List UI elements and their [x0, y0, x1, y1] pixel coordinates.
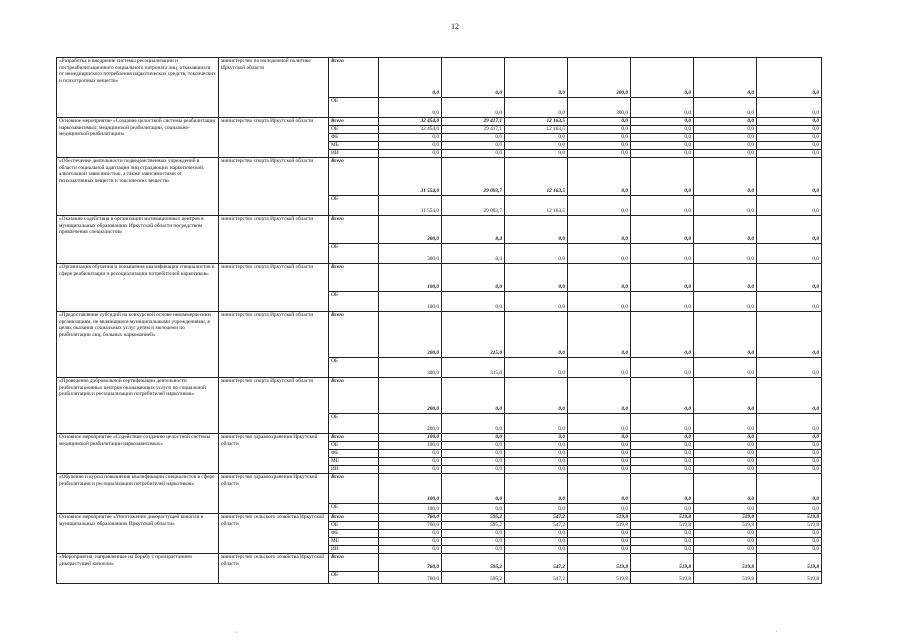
amount-cell: 0,0 — [442, 474, 505, 504]
amount-cell: 100,0 — [379, 434, 442, 442]
amount-cell: 595,2 — [442, 514, 505, 522]
amount-cell: 0,0 — [505, 530, 568, 538]
amount-cell: 0,0 — [505, 134, 568, 142]
amount-cell: 0,0 — [379, 142, 442, 150]
amount-cell: 12 163,5 — [505, 126, 568, 134]
executor-cell: министерство по молодежной политике Иркутской области — [219, 58, 329, 118]
amount-cell: 0,0 — [379, 98, 442, 118]
amount-cell: 0,0 — [694, 530, 757, 538]
amount-cell: 0,0 — [505, 434, 568, 442]
amount-cell: 0,0 — [694, 442, 757, 450]
funding-source-cell: Всего — [329, 434, 379, 442]
funding-source-cell: ОБ — [329, 126, 379, 134]
amount-cell: 0,0 — [631, 134, 694, 142]
table-body — [57, 58, 822, 584]
table-row — [57, 264, 822, 292]
amount-cell: 0,0 — [694, 196, 757, 216]
funding-source-cell: МБ — [329, 458, 379, 466]
amount-cell: 0,0 — [694, 58, 757, 98]
amount-cell: 519,8 — [694, 554, 757, 572]
amount-cell: 0,0 — [757, 292, 822, 312]
amount-cell: 0,0 — [442, 434, 505, 442]
amount-cell: 0,0 — [568, 216, 631, 244]
amount-cell: 0,0 — [442, 504, 505, 514]
scan-mark-left: , — [236, 628, 238, 634]
amount-cell: 300,0 — [379, 312, 442, 358]
amount-cell: 29 093,7 — [442, 158, 505, 196]
budget-table — [56, 57, 822, 584]
amount-cell: 0,0 — [631, 196, 694, 216]
measure-name-cell: «Оказание содействия в организации мотивационных центров в муниципальных образованиях Иркутской области посредством привлечения специалистов» — [57, 216, 219, 264]
measure-name-cell: «Разработка и внедрение системы ресоциализации и постреабилитационного социального патроната лиц, отказавшихся от немедицинского потребления наркотических средств, токсических и психотропных веществ» — [57, 58, 219, 118]
amount-cell: 0,0 — [631, 538, 694, 546]
amount-cell: 519,8 — [757, 514, 822, 522]
amount-cell: 0,0 — [505, 414, 568, 434]
measure-name-cell: «Мероприятия, направленные на борьбу с произрастанием дикорастущей конопли» — [57, 554, 219, 584]
amount-cell: 0,0 — [568, 358, 631, 378]
table-row — [57, 474, 822, 504]
measure-name-cell: Основное мероприятие «Содействие созданию целостной системы медицинской реабилитации наркозависимых» — [57, 434, 219, 474]
funding-source-cell: МБ — [329, 142, 379, 150]
amount-cell: 0,0 — [631, 158, 694, 196]
amount-cell: 0,0 — [568, 292, 631, 312]
amount-cell: 300,0 — [379, 216, 442, 244]
amount-cell: 300,0 — [568, 98, 631, 118]
amount-cell: 0,0 — [505, 450, 568, 458]
executor-cell: министерство спорта Иркутской области — [219, 216, 329, 264]
amount-cell: 0,0 — [442, 142, 505, 150]
amount-cell: 0,0 — [694, 450, 757, 458]
funding-source-cell: ИИ — [329, 466, 379, 474]
amount-cell: 0,0 — [379, 530, 442, 538]
amount-cell: 0,0 — [694, 126, 757, 134]
amount-cell: 519,8 — [631, 572, 694, 584]
funding-source-cell: ФБ — [329, 450, 379, 458]
amount-cell: 0,0 — [505, 292, 568, 312]
amount-cell: 0,0 — [568, 442, 631, 450]
amount-cell: 0,0 — [442, 150, 505, 158]
funding-source-cell: Всего — [329, 158, 379, 196]
amount-cell: 0,0 — [631, 414, 694, 434]
funding-source-cell: Всего — [329, 514, 379, 522]
amount-cell: 0,0 — [442, 458, 505, 466]
amount-cell: 0,0 — [505, 546, 568, 554]
amount-cell: 0,0 — [757, 466, 822, 474]
amount-cell: 0,0 — [442, 450, 505, 458]
amount-cell: 8,4 — [442, 244, 505, 264]
amount-cell: 0,0 — [694, 118, 757, 126]
amount-cell: 519,8 — [631, 554, 694, 572]
amount-cell: 0,0 — [631, 264, 694, 292]
amount-cell: 519,8 — [568, 554, 631, 572]
amount-cell: 0,0 — [694, 474, 757, 504]
amount-cell: 0,0 — [631, 466, 694, 474]
table-row — [57, 58, 822, 98]
amount-cell: 0,0 — [505, 58, 568, 98]
amount-cell: 0,0 — [631, 244, 694, 264]
funding-source-cell: Всего — [329, 118, 379, 126]
amount-cell: 0,0 — [505, 504, 568, 514]
amount-cell: 0,0 — [568, 378, 631, 414]
amount-cell: 0,0 — [694, 150, 757, 158]
executor-cell: министерство спорта Иркутской области — [219, 158, 329, 216]
amount-cell: 0,0 — [694, 292, 757, 312]
amount-cell: 0,0 — [694, 312, 757, 358]
amount-cell: 0,0 — [631, 358, 694, 378]
measure-name-cell: Основное мероприятие «Уничтожение дикорастущей конопли в муниципальных образованиях Иркутской области» — [57, 514, 219, 554]
funding-source-cell: ОБ — [329, 442, 379, 450]
amount-cell: 595,2 — [442, 554, 505, 572]
amount-cell: 0,0 — [568, 244, 631, 264]
funding-source-cell: ОБ — [329, 572, 379, 584]
amount-cell: 0,0 — [442, 378, 505, 414]
amount-cell: 760,0 — [379, 522, 442, 530]
amount-cell: 519,8 — [757, 572, 822, 584]
table-row — [57, 378, 822, 414]
amount-cell: 0,0 — [694, 358, 757, 378]
amount-cell: 0,0 — [631, 312, 694, 358]
amount-cell: 0,0 — [631, 150, 694, 158]
amount-cell: 0,0 — [568, 538, 631, 546]
funding-source-cell: Всего — [329, 312, 379, 358]
amount-cell: 315,0 — [442, 358, 505, 378]
measure-name-cell: Основное мероприятие «Создание целостной системы реабилитации наркозависимых: медицинской реабилитации, социально-медицинской реабилитации» — [57, 118, 219, 158]
amount-cell: 0,0 — [568, 530, 631, 538]
amount-cell: 0,0 — [442, 264, 505, 292]
amount-cell: 0,0 — [631, 458, 694, 466]
amount-cell: 0,0 — [757, 98, 822, 118]
amount-cell: 0,0 — [694, 414, 757, 434]
amount-cell: 0,0 — [505, 98, 568, 118]
amount-cell: 0,0 — [757, 358, 822, 378]
amount-cell: 200,0 — [379, 414, 442, 434]
amount-cell: 0,0 — [694, 142, 757, 150]
amount-cell: 0,0 — [568, 312, 631, 358]
amount-cell: 519,8 — [694, 572, 757, 584]
amount-cell: 0,0 — [442, 292, 505, 312]
amount-cell: 0,0 — [442, 538, 505, 546]
amount-cell: 547,2 — [505, 522, 568, 530]
amount-cell: 0,0 — [505, 538, 568, 546]
amount-cell: 0,0 — [757, 414, 822, 434]
amount-cell: 0,0 — [505, 142, 568, 150]
amount-cell: 0,0 — [631, 474, 694, 504]
funding-source-cell: ОБ — [329, 358, 379, 378]
amount-cell: 0,0 — [442, 58, 505, 98]
amount-cell: 0,0 — [379, 458, 442, 466]
amount-cell: 29 417,1 — [442, 118, 505, 126]
funding-source-cell: Всего — [329, 378, 379, 414]
measure-name-cell: «Обучение и курсы повышения квалификации специалистов в сфере реабилитации и ресоциализации потребителей наркотиков» — [57, 474, 219, 514]
amount-cell: 0,0 — [568, 264, 631, 292]
executor-cell: министерство спорта Иркутской области — [219, 264, 329, 312]
amount-cell: 760,0 — [379, 572, 442, 584]
table-row — [57, 312, 822, 358]
funding-source-cell: МБ — [329, 538, 379, 546]
amount-cell: 0,0 — [505, 442, 568, 450]
amount-cell: 0,0 — [757, 142, 822, 150]
amount-cell: 0,0 — [505, 378, 568, 414]
amount-cell: 0,0 — [631, 118, 694, 126]
amount-cell: 100,0 — [379, 504, 442, 514]
amount-cell: 547,2 — [505, 554, 568, 572]
amount-cell: 0,0 — [694, 546, 757, 554]
amount-cell: 0,0 — [379, 546, 442, 554]
amount-cell: 760,0 — [379, 554, 442, 572]
funding-source-cell: ОБ — [329, 292, 379, 312]
amount-cell: 595,2 — [442, 572, 505, 584]
page-number: 12 — [451, 22, 459, 31]
amount-cell: 0,0 — [442, 134, 505, 142]
amount-cell: 29 417,1 — [442, 126, 505, 134]
amount-cell: 100,0 — [379, 474, 442, 504]
amount-cell: 0,0 — [631, 434, 694, 442]
amount-cell: 0,0 — [631, 216, 694, 244]
measure-name-cell: «Организация обучения и повышения квалификации специалистов в сфере реабилитации и ресоциализации потребителей наркотиков» — [57, 264, 219, 312]
amount-cell: 0,0 — [631, 126, 694, 134]
amount-cell: 0,0 — [379, 134, 442, 142]
amount-cell: 0,0 — [568, 142, 631, 150]
amount-cell: 0,0 — [694, 98, 757, 118]
amount-cell: 0,0 — [568, 458, 631, 466]
executor-cell: министерство сельского хозяйства Иркутской области — [219, 554, 329, 584]
amount-cell: 300,0 — [568, 58, 631, 98]
amount-cell: 0,0 — [568, 196, 631, 216]
amount-cell: 0,0 — [757, 264, 822, 292]
amount-cell: 0,0 — [505, 244, 568, 264]
amount-cell: 0,0 — [694, 538, 757, 546]
amount-cell: 0,0 — [442, 98, 505, 118]
measure-name-cell: «Обеспечение деятельности подведомственных учреждений в области социальной адаптации лиц страдающих наркотической, алкогольной зависимостью, а также зависимостями от психоактивных веществ и токсических веществ» — [57, 158, 219, 216]
amount-cell: 100,0 — [379, 442, 442, 450]
amount-cell: 100,0 — [379, 264, 442, 292]
funding-source-cell: Всего — [329, 554, 379, 572]
amount-cell: 0,0 — [568, 134, 631, 142]
amount-cell: 0,0 — [757, 504, 822, 514]
amount-cell: 0,0 — [757, 216, 822, 244]
amount-cell: 0,0 — [505, 216, 568, 244]
amount-cell: 0,0 — [442, 442, 505, 450]
funding-source-cell: ФБ — [329, 530, 379, 538]
amount-cell: 0,0 — [568, 504, 631, 514]
amount-cell: 519,8 — [757, 522, 822, 530]
funding-source-cell: ОБ — [329, 196, 379, 216]
amount-cell: 0,0 — [757, 58, 822, 98]
amount-cell: 0,0 — [505, 458, 568, 466]
amount-cell: 0,0 — [631, 292, 694, 312]
amount-cell: 0,0 — [757, 434, 822, 442]
amount-cell: 31 554,0 — [379, 158, 442, 196]
amount-cell: 519,8 — [568, 572, 631, 584]
amount-cell: 315,0 — [442, 312, 505, 358]
table-row — [57, 554, 822, 572]
amount-cell: 0,0 — [568, 158, 631, 196]
amount-cell: 0,0 — [568, 118, 631, 126]
amount-cell: 0,0 — [757, 150, 822, 158]
amount-cell: 12 163,5 — [505, 118, 568, 126]
amount-cell: 31 554,0 — [379, 196, 442, 216]
amount-cell: 12 163,5 — [505, 158, 568, 196]
amount-cell: 0,0 — [505, 264, 568, 292]
amount-cell: 595,2 — [442, 522, 505, 530]
amount-cell: 0,0 — [757, 458, 822, 466]
amount-cell: 0,0 — [631, 504, 694, 514]
amount-cell: 0,0 — [631, 378, 694, 414]
amount-cell: 0,0 — [757, 530, 822, 538]
amount-cell: 300,0 — [379, 244, 442, 264]
amount-cell: 0,0 — [757, 538, 822, 546]
amount-cell: 519,8 — [757, 554, 822, 572]
amount-cell: 519,8 — [631, 522, 694, 530]
amount-cell: 0,0 — [442, 530, 505, 538]
amount-cell: 0,0 — [757, 474, 822, 504]
amount-cell: 0,0 — [568, 474, 631, 504]
amount-cell: 29 093,7 — [442, 196, 505, 216]
amount-cell: 519,8 — [631, 514, 694, 522]
amount-cell: 0,0 — [694, 434, 757, 442]
amount-cell: 0,0 — [568, 450, 631, 458]
funding-source-cell: ИИ — [329, 150, 379, 158]
amount-cell: 0,0 — [505, 474, 568, 504]
amount-cell: 0,0 — [631, 530, 694, 538]
measure-name-cell: «Предоставление субсидий на конкурсной основе некоммерческим организациям, не являющимся муниципальными учреждениями, в целях оказания социальных услуг детям и молодежи по реабилитации лиц, больных наркоманией» — [57, 312, 219, 378]
amount-cell: 0,0 — [757, 442, 822, 450]
amount-cell: 0,0 — [568, 414, 631, 434]
amount-cell: 0,0 — [568, 150, 631, 158]
amount-cell: 200,0 — [379, 378, 442, 414]
amount-cell: 0,0 — [694, 244, 757, 264]
table-row — [57, 118, 822, 126]
executor-cell: министерство спорта Иркутской области — [219, 312, 329, 378]
amount-cell: 0,0 — [505, 312, 568, 358]
amount-cell: 300,0 — [379, 358, 442, 378]
amount-cell: 0,0 — [505, 466, 568, 474]
funding-source-cell: ОБ — [329, 504, 379, 514]
amount-cell: 0,0 — [568, 466, 631, 474]
amount-cell: 0,0 — [757, 126, 822, 134]
table-row — [57, 158, 822, 196]
funding-source-cell: Всего — [329, 216, 379, 244]
table-row — [57, 514, 822, 522]
amount-cell: 0,0 — [379, 466, 442, 474]
amount-cell: 0,0 — [631, 142, 694, 150]
funding-source-cell: Всего — [329, 474, 379, 504]
amount-cell: 0,0 — [757, 134, 822, 142]
amount-cell: 0,0 — [442, 414, 505, 434]
amount-cell: 8,4 — [442, 216, 505, 244]
amount-cell: 0,0 — [757, 378, 822, 414]
amount-cell: 32 454,0 — [379, 118, 442, 126]
amount-cell: 0,0 — [757, 158, 822, 196]
executor-cell: министерство здравоохранения Иркутской области — [219, 434, 329, 474]
amount-cell: 0,0 — [379, 450, 442, 458]
amount-cell: 760,0 — [379, 514, 442, 522]
amount-cell: 547,2 — [505, 572, 568, 584]
amount-cell: 0,0 — [757, 196, 822, 216]
amount-cell: 0,0 — [694, 466, 757, 474]
amount-cell: 519,8 — [694, 522, 757, 530]
amount-cell: 0,0 — [757, 312, 822, 358]
amount-cell: 0,0 — [757, 244, 822, 264]
amount-cell: 547,2 — [505, 514, 568, 522]
executor-cell: министерство сельского хозяйства Иркутской области — [219, 514, 329, 554]
amount-cell: 32 454,0 — [379, 126, 442, 134]
amount-cell: 519,8 — [694, 514, 757, 522]
amount-cell: 0,0 — [505, 358, 568, 378]
funding-source-cell: ОБ — [329, 522, 379, 530]
amount-cell: 0,0 — [631, 546, 694, 554]
amount-cell: 0,0 — [631, 450, 694, 458]
funding-source-cell: ОБ — [329, 244, 379, 264]
funding-source-cell: ИИ — [329, 546, 379, 554]
funding-source-cell: ФБ — [329, 134, 379, 142]
amount-cell: 0,0 — [379, 150, 442, 158]
measure-name-cell: «Проведение добровольной сертификации деятельности реабилитационных центров оказывающих услуги по социальной реабилитации и ресоциализации потребителей наркотиков» — [57, 378, 219, 434]
amount-cell: 0,0 — [568, 434, 631, 442]
amount-cell: 12 163,5 — [505, 196, 568, 216]
amount-cell: 0,0 — [379, 538, 442, 546]
amount-cell: 0,0 — [694, 216, 757, 244]
amount-cell: 0,0 — [694, 264, 757, 292]
amount-cell: 0,0 — [505, 150, 568, 158]
amount-cell: 0,0 — [442, 466, 505, 474]
amount-cell: 0,0 — [694, 378, 757, 414]
amount-cell: 0,0 — [631, 58, 694, 98]
amount-cell: 519,8 — [568, 522, 631, 530]
amount-cell: 0,0 — [631, 98, 694, 118]
amount-cell: 0,0 — [757, 118, 822, 126]
amount-cell: 0,0 — [694, 504, 757, 514]
funding-source-cell: Всего — [329, 58, 379, 98]
amount-cell: 0,0 — [694, 158, 757, 196]
executor-cell: министерство спорта Иркутской области — [219, 378, 329, 434]
amount-cell: 0,0 — [694, 134, 757, 142]
amount-cell: 0,0 — [757, 546, 822, 554]
amount-cell: 0,0 — [442, 546, 505, 554]
executor-cell: министерство здравоохранения Иркутской области — [219, 474, 329, 514]
scan-mark-right: . — [776, 628, 778, 634]
table-row — [57, 434, 822, 442]
amount-cell: 519,8 — [568, 514, 631, 522]
amount-cell: 0,0 — [694, 458, 757, 466]
funding-source-cell: Всего — [329, 264, 379, 292]
amount-cell: 0,0 — [631, 442, 694, 450]
funding-source-cell: ОБ — [329, 414, 379, 434]
funding-source-cell: ОБ — [329, 98, 379, 118]
amount-cell: 0,0 — [757, 450, 822, 458]
table-row — [57, 216, 822, 244]
executor-cell: министерство спорта Иркутской области — [219, 118, 329, 158]
amount-cell: 100,0 — [379, 292, 442, 312]
amount-cell: 0,0 — [568, 126, 631, 134]
amount-cell: 0,0 — [379, 58, 442, 98]
amount-cell: 0,0 — [568, 546, 631, 554]
